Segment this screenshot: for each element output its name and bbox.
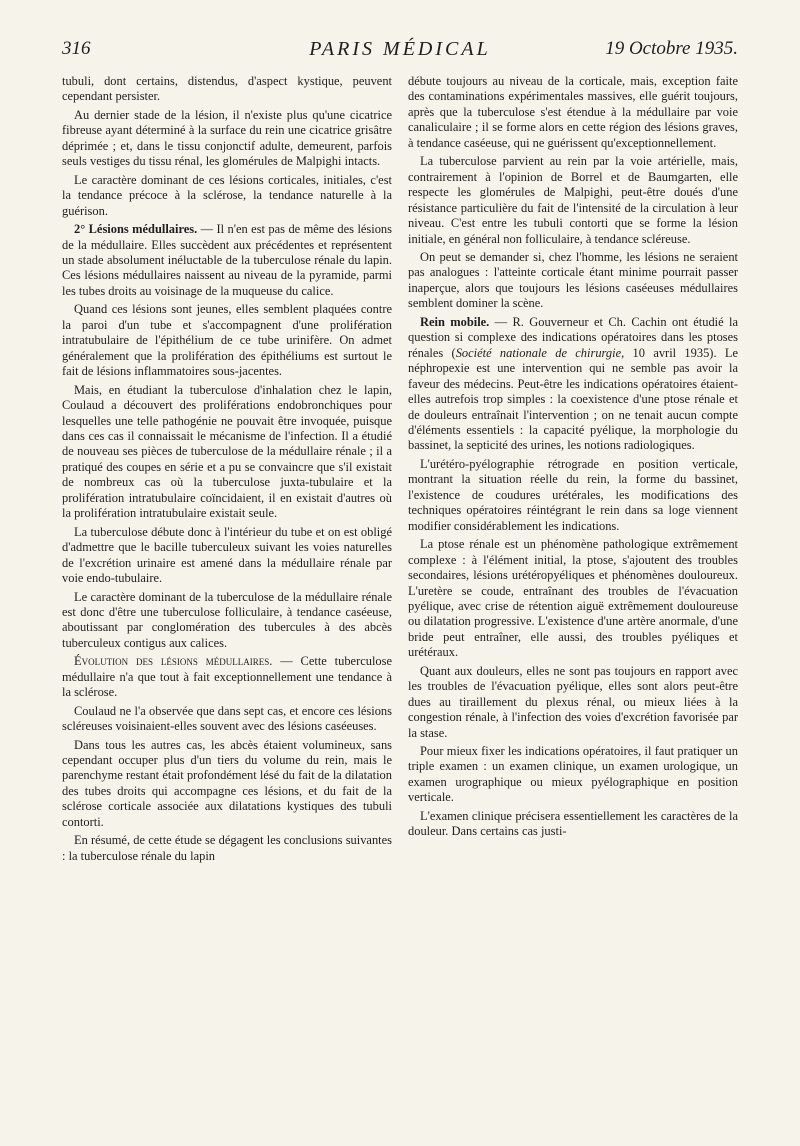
- paragraph: L'examen clinique précisera essentiellement les caractères de la douleur. Dans certains cas justi-: [408, 808, 738, 839]
- section-heading: 2° Lésions médullaires.: [74, 222, 198, 237]
- paragraph: En résumé, de cette étude se dégagent les conclusions suivantes : la tuberculose rénale du lapin: [62, 833, 392, 863]
- section-heading: Évolution des lésions médullaires.: [74, 654, 273, 669]
- paragraph: Coulaud ne l'a observée que dans sept cas, et encore ces lésions scléreuses voisinaient-elles souvent avec des lésions caséeuses.: [62, 703, 392, 734]
- page-number: 316: [62, 38, 91, 59]
- paragraph: tubuli, dont certains, distendus, d'aspect kystique, peuvent cependant persister.: [62, 74, 392, 104]
- paragraph-evolution: [62, 654, 392, 700]
- paragraph-text: — Cette tuberculose médullaire n'a que tout à fait exceptionnellement une tendance à la sclérose.: [62, 654, 392, 700]
- paragraph: Mais, en étudiant la tuberculose d'inhalation chez le lapin, Coulaud a découvert des proliférations endobronchiques pour lesquelles une telle pathogénie ne pouvait être invoquée, puisque dans ces cas il connaissait le mécanisme de l'infection. Il a étudié de nouveau ses pièces de tuberculose de la médullaire rénale ; il a pratiqué des coupes en série et a pu se convaincre que s'il existait de nombreux cas où la tuberculose juxta-tubulaire et la prolifération intratubulaire coïncidaient, il en existait d'autres où la prolifération intratubulaire existait seule.: [62, 382, 392, 521]
- paragraph: La ptose rénale est un phénomène pathologique extrêmement complexe : à l'élément initial, la ptose, s'ajoutent des troubles secondaires, lésions urétéropyéliques et phénomènes douloureux. L'uretère se coude, entraînant des troubles de l'évacuation pyélique, avec crise de rétention aiguë extrêmement douloureuse ou dilatation progressive. L'existence d'une artère anormale, d'une bride peut entraîner, elle aussi, des troubles pyéliques et urétéraux.: [408, 537, 738, 660]
- paragraph: débute toujours au niveau de la corticale, mais, exception faite des contaminations expérimentales massives, elle guérit toujours, après que la tuberculose s'est étendue à la médullaire par voie canaliculaire ; il se forme alors en cette région des lésions graves, à tendance caséeuse, qui ne guérissent qu'exceptionnellement.: [408, 74, 738, 150]
- paragraph: L'urétéro-pyélographie rétrograde en position verticale, montrant la situation réelle du rein, la forme du bassinet, l'existence de coudures urétérales, les modifications des techniques opératoires réintégrant le rein dans sa loge viennent modifier considérablement les indications.: [408, 456, 738, 533]
- citation-society: Société nationale de chirurgie: [455, 345, 622, 360]
- paragraph: Dans tous les autres cas, les abcès étaient volumineux, sans cependant occuper plus d'un tiers du volume du rein, mais le parenchyme restant était profondément lésé du fait de la dilatation des tubes droits qui accompagne ces lésions, et du fait de la sclérose corticale associée aux dilatations kystiques des tubuli contorti.: [62, 737, 392, 829]
- paragraph-mobile-kidney: [408, 315, 738, 454]
- paragraph: Quand ces lésions sont jeunes, elles semblent plaquées contre la paroi d'un tube et s'accompagnent d'une prolifération intratubulaire de l'épithélium de ce tube urinifère. On admet généralement que la prolifération des épithéliums est surtout le fait de lésions inflammatoires sous-jacentes.: [62, 302, 392, 379]
- paragraph: La tuberculose parvient au rein par la voie artérielle, mais, contrairement à l'opinion de Borrel et de Baumgarten, elle respecte les glomérules de Malpighi, peut-être doués d'une résistance particulière du fait de l'intensité de la circulation à leur niveau. C'est entre les tubuli contorti que se forme la lésion initiale, en général non folliculaire, à tendance scléreuse.: [408, 154, 738, 246]
- paragraph-text: — Il n'en est pas de même des lésions de la médullaire. Elles succèdent aux précédentes et représentent un stade absolument inéluctable de la tuberculose rénale du lapin. Ces lésions médullaires naissent au niveau de la pyramide, parmi les tubes droits au voisinage de la muqueuse du calice.: [62, 222, 392, 298]
- paragraph: La tuberculose débute donc à l'intérieur du tube et on est obligé d'admettre que le bacille tuberculeux suivant les voies naturelles de l'excrétion urinaire est amené dans la médullaire rénale par voie endo-tubulaire.: [62, 524, 392, 586]
- paragraph: On peut se demander si, chez l'homme, les lésions ne seraient pas analogues : l'atteinte corticale étant minime pourrait passer inaperçue, alors que toujours les lésions caséeuses médullaires semblent dominer la scène.: [408, 249, 738, 311]
- paragraph-text: , 10 avril 1935). Le néphropexie est une intervention qui ne semble pas avoir la faveur des médecins. Peut-être les indications opératoires étaient-elles autrefois trop simples : la coexistence d'une ptose rénale et de douleurs entraînait l'intervention ; on ne tenait aucun compte d'éléments essentiels : la capacité pyélique, la morphologie du bassinet, la septicité des urines, les notions radiologiques.: [408, 345, 738, 453]
- left-column: [62, 74, 392, 867]
- paragraph: Au dernier stade de la lésion, il n'existe plus qu'une cicatrice fibreuse ayant déterminé à la surface du rein une cicatrice grisâtre déprimée ; et, dans le tissu conjonctif adulte, demeurent, parfois seuls vestiges du tissu rénal, les glomérules de Malpighi intacts.: [62, 107, 392, 169]
- right-column: [408, 74, 738, 843]
- section-heading: Rein mobile.: [420, 314, 490, 329]
- paragraph: Le caractère dominant de la tuberculose de la médullaire rénale est donc d'être une tuberculose folliculaire, à tendance caséeuse, aboutissant par conglomération des tubercules à des abcès tuberculeux contigus aux calices.: [62, 589, 392, 650]
- running-header: [62, 38, 738, 68]
- paragraph-medullary-lesions: [62, 222, 392, 299]
- paragraph: Quant aux douleurs, elles ne sont pas toujours en rapport avec les troubles de l'évacuation pyélique, elles sont alors peut-être dues au tiraillement du plexus rénal, ou mieux liées à la congestion rénale, à l'infection des voies d'excrétion favorisée par la stase.: [408, 663, 738, 740]
- paragraph: Le caractère dominant de ces lésions corticales, initiales, c'est la tendance précoce à la sclérose, la tendance naturelle à la guérison.: [62, 172, 392, 218]
- paragraph-text: — R. Gouverneur et Ch. Cachin ont étudié la question si complexe des indications opératoires dans les ptoses rénales (: [408, 314, 738, 360]
- journal-title: PARIS MÉDICAL: [309, 38, 491, 60]
- issue-date: 19 Octobre 1935.: [605, 38, 738, 59]
- paragraph: Pour mieux fixer les indications opératoires, il faut pratiquer un triple examen : un examen clinique, un examen urologique, un examen urographique ou mieux pyélographique en position verticale.: [408, 744, 738, 805]
